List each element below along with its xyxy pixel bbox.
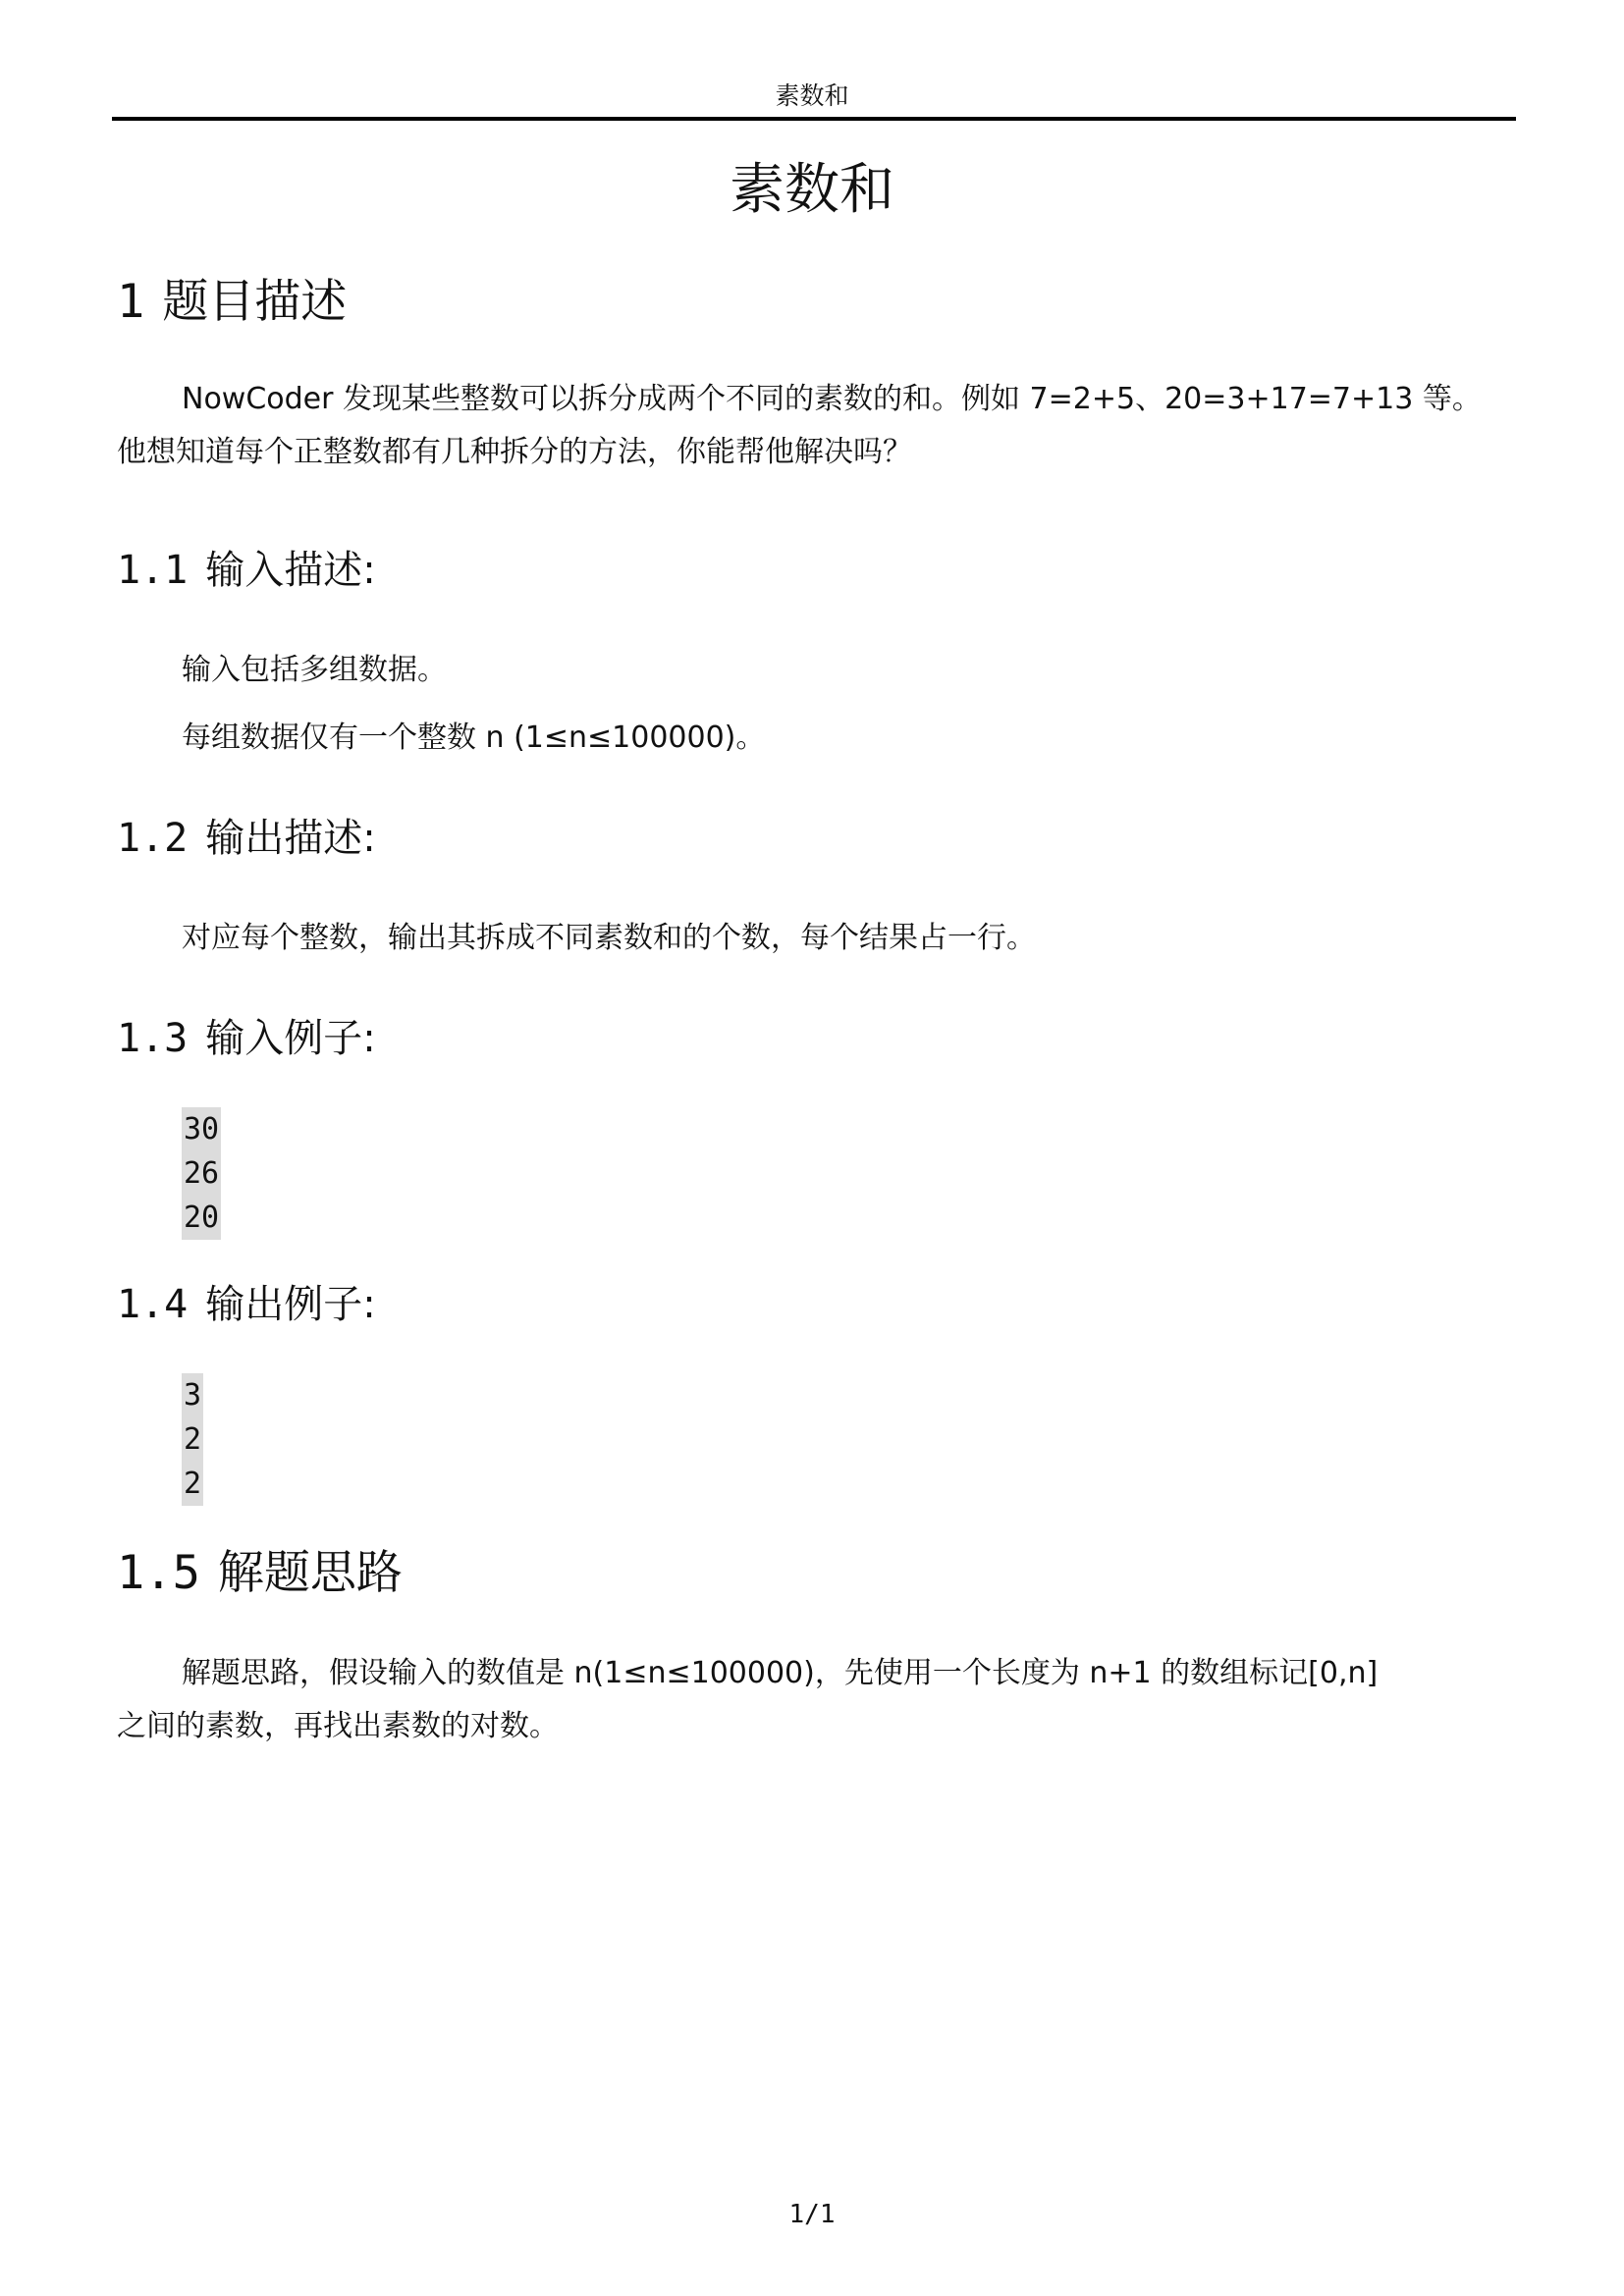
section-number: 1.3 bbox=[117, 1016, 189, 1061]
page-title: 素数和 bbox=[730, 158, 894, 222]
section-number: 1.2 bbox=[117, 816, 189, 861]
section-heading-input-example bbox=[117, 1011, 376, 1066]
page-number: 1/1 bbox=[788, 2200, 836, 2229]
solution-line-2: 之间的素数，再找出素数的对数。 bbox=[117, 1709, 559, 1743]
problem-description-line-1: NowCoder 发现某些整数可以拆分成两个不同的素数的和。例如 7=2+5、20=3+17=7+13 等。 bbox=[182, 382, 1482, 416]
running-header: 素数和 bbox=[775, 81, 849, 110]
output-example-code bbox=[182, 1373, 203, 1506]
section-heading-output-desc bbox=[117, 811, 376, 866]
section-number: 1.5 bbox=[117, 1546, 200, 1600]
problem-description-line-2: 他想知道每个正整数都有几种拆分的方法，你能帮他解决吗？ bbox=[117, 435, 912, 469]
solution-line-1: 解题思路，假设输入的数值是 n(1≤n≤100000)，先使用一个长度为 n+1 的数组标记[0,n] bbox=[182, 1656, 1379, 1690]
section-heading-input-desc bbox=[117, 543, 376, 598]
section-title: 解题思路 bbox=[217, 1546, 403, 1600]
section-number: 1 bbox=[117, 275, 145, 329]
section-heading-output-example bbox=[117, 1277, 376, 1332]
input-example-code bbox=[182, 1107, 221, 1240]
code-line: 3 bbox=[182, 1373, 203, 1417]
code-line: 2 bbox=[182, 1417, 203, 1462]
solution-paragraph bbox=[117, 1647, 1511, 1753]
section-number: 1.1 bbox=[117, 548, 189, 593]
header-rule bbox=[112, 117, 1516, 121]
section-heading-problem bbox=[117, 271, 347, 334]
section-title: 输入描述: bbox=[205, 548, 376, 593]
problem-description bbox=[117, 373, 1511, 479]
section-title: 输出例子: bbox=[205, 1282, 376, 1327]
code-line: 26 bbox=[182, 1151, 221, 1196]
section-title: 输入例子: bbox=[205, 1016, 376, 1061]
section-heading-solution bbox=[117, 1542, 403, 1605]
output-desc-line-1: 对应每个整数，输出其拆成不同素数和的个数，每个结果占一行。 bbox=[182, 921, 1036, 955]
section-number: 1.4 bbox=[117, 1282, 189, 1327]
code-line: 2 bbox=[182, 1462, 203, 1506]
section-title: 输出描述: bbox=[205, 816, 376, 861]
input-desc-line-2: 每组数据仅有一个整数 n (1≤n≤100000)。 bbox=[182, 721, 766, 755]
code-line: 30 bbox=[182, 1107, 221, 1151]
code-line: 20 bbox=[182, 1196, 221, 1240]
section-title: 题目描述 bbox=[162, 275, 348, 329]
input-desc-line-1: 输入包括多组数据。 bbox=[182, 653, 447, 687]
